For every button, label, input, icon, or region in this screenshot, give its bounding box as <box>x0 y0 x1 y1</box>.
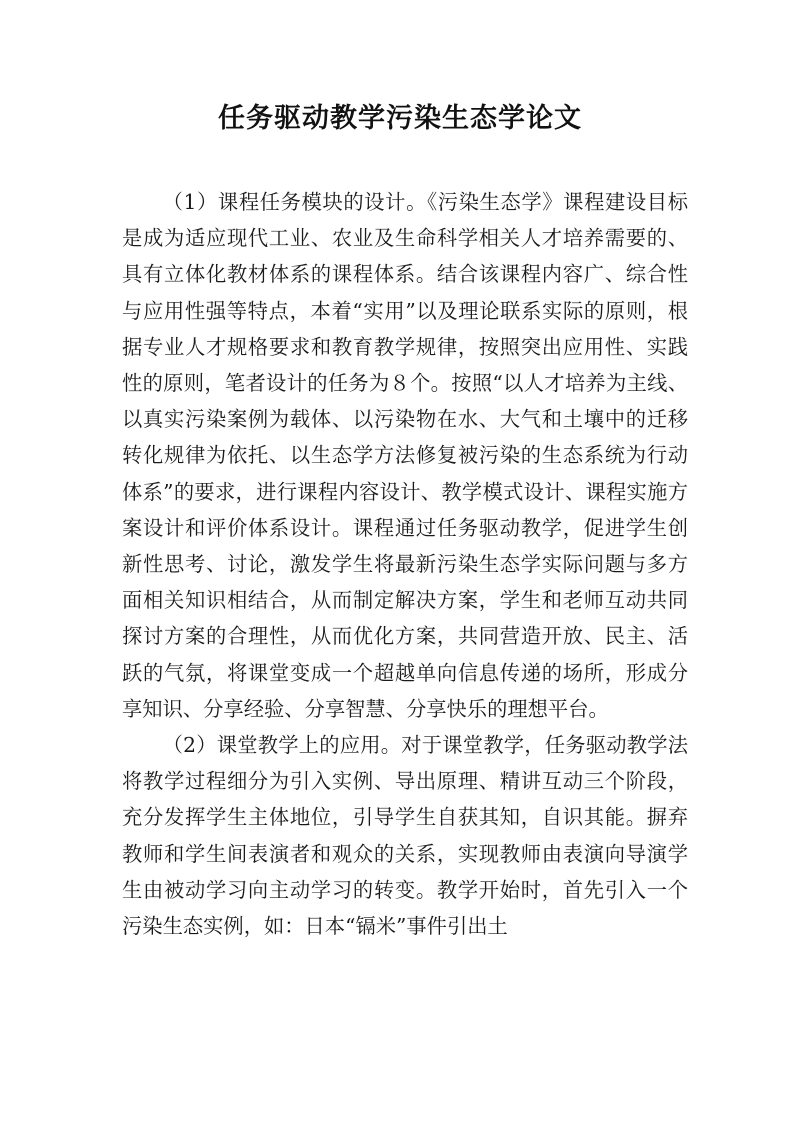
paragraph-classroom-application: （2）课堂教学上的应用。对于课堂教学，任务驱动教学法将教学过程细分为引入实例、导出原理、精讲互动三个阶段，充分发挥学生主体地位，引导学生自获其知，自识其能。摒弃教师和学生间表演者和观众的关系，实现教师由表演向导演学生由被动学习向主动学习的转变。教学开始时，首先引入一个污染生态实例，如：日本“镉米”事件引出土 <box>122 733 688 939</box>
document-title: 任务驱动教学污染生态学论文 <box>218 103 582 134</box>
document-body <box>122 184 688 944</box>
paragraph-course-task-design: （1）课程任务模块的设计。《污染生态学》课程建设目标是成为适应现代工业、农业及生命科学相关人才培养需要的、具有立体化教材体系的课程体系。结合该课程内容广、综合性与应用性强等特点，本着“实用”以及理论联系实际的原则，根据专业人才规格要求和教育教学规律，按照突出应用性、实践性的原则，笔者设计的任务为８个。按照“以人才培养为主线、以真实污染案例为载体、以污染物在水、大气和土壤中的迁移转化规律为依托、以生态学方法修复被污染的生态系统为行动体系”的要求，进行课程内容设计、教学模式设计、课程实施方案设计和评价体系设计。课程通过任务驱动教学，促进学生创新性思考、讨论，激发学生将最新污染生态学实际问题与多方面相关知识相结合，从而制定解决方案，学生和老师互动共同探讨方案的合理性，从而优化方案，共同营造开放、民主、活跃的气氛，将课堂变成一个超越单向信息传递的场所，形成分享知识、分享经验、分享智慧、分享快乐的理想平台。 <box>122 190 688 721</box>
